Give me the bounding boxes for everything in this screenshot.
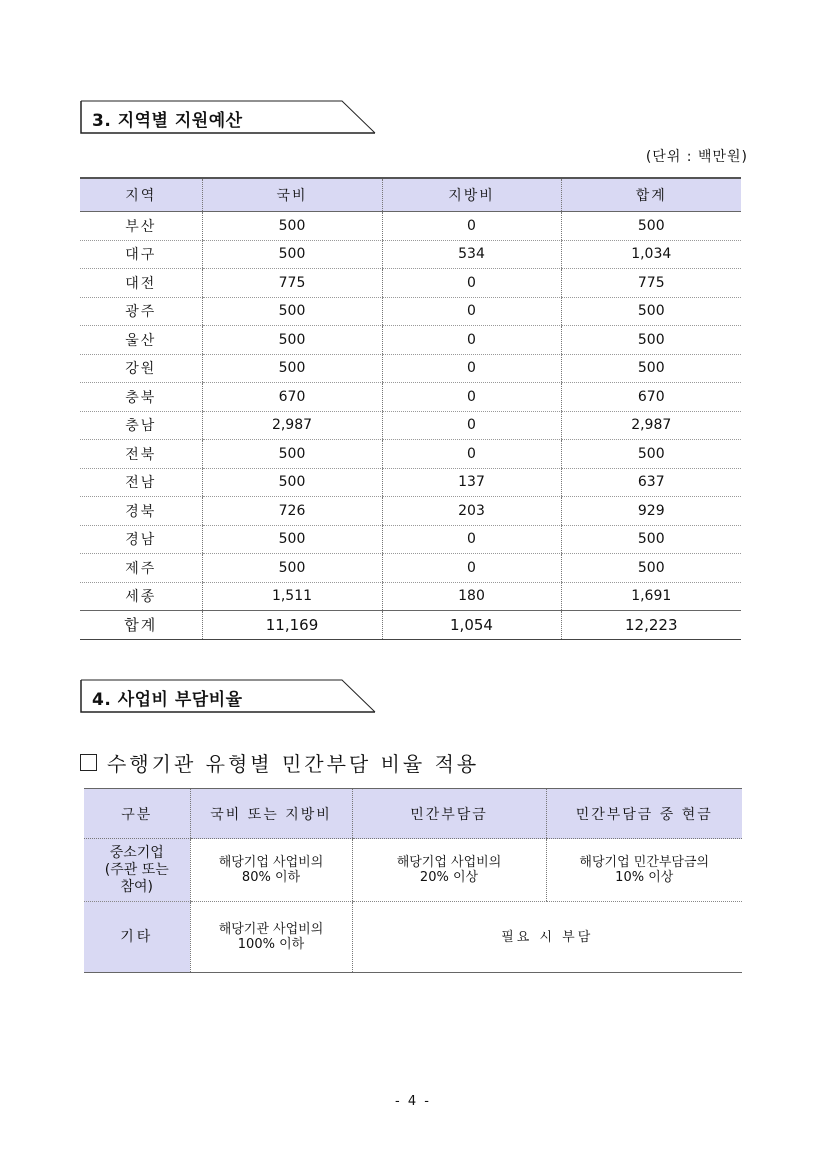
header-private: 민간부담금	[352, 789, 546, 839]
row-label-line: (주관 또는	[104, 861, 169, 878]
total-cell: 500	[561, 525, 741, 554]
cell-line: 해당기업 민간부담금의	[579, 855, 710, 870]
header-region: 지역	[80, 178, 202, 212]
total-cell: 500	[561, 212, 741, 241]
bullet-text: 수행기관 유형별 민간부담 비율 적용	[107, 752, 480, 776]
header-national: 국비	[202, 178, 382, 212]
national-total: 11,169	[202, 611, 382, 640]
region-cell: 충남	[80, 411, 202, 440]
national-cell: 500	[202, 326, 382, 355]
table-row	[80, 554, 741, 583]
national-ratio-cell	[190, 902, 352, 973]
private-ratio-cell	[352, 839, 546, 902]
total-cell: 929	[561, 497, 741, 526]
table-row	[80, 354, 741, 383]
total-cell: 1,034	[561, 240, 741, 269]
region-cell: 경남	[80, 525, 202, 554]
national-ratio-cell	[190, 839, 352, 902]
checkbox-icon	[80, 754, 97, 771]
national-cell: 1,511	[202, 582, 382, 611]
section-4-title: 4. 사업비 부담비율	[92, 690, 243, 710]
national-cell: 500	[202, 354, 382, 383]
region-cell: 제주	[80, 554, 202, 583]
cell-line: 10% 이상	[615, 870, 674, 885]
cell-line: 해당기업 사업비의	[396, 855, 502, 870]
total-cell: 500	[561, 440, 741, 469]
national-cell: 500	[202, 440, 382, 469]
region-cell: 강원	[80, 354, 202, 383]
table-row	[80, 411, 741, 440]
table-row	[80, 468, 741, 497]
local-cell: 0	[382, 354, 561, 383]
total-cell: 500	[561, 354, 741, 383]
bullet-line	[80, 748, 479, 777]
table-row	[80, 326, 741, 355]
national-cell: 500	[202, 297, 382, 326]
region-cell: 충북	[80, 383, 202, 412]
table-row	[80, 269, 741, 298]
table-row	[80, 297, 741, 326]
region-cell: 부산	[80, 212, 202, 241]
local-cell: 0	[382, 383, 561, 412]
region-cell: 전북	[80, 440, 202, 469]
table-row	[84, 902, 742, 973]
section-3-heading	[80, 100, 376, 134]
row-label-sme	[84, 839, 190, 902]
local-cell: 534	[382, 240, 561, 269]
table-row	[80, 497, 741, 526]
local-cell: 0	[382, 525, 561, 554]
total-cell: 2,987	[561, 411, 741, 440]
local-cell: 0	[382, 440, 561, 469]
row-label-line: 참여)	[120, 878, 153, 895]
cell-line: 80% 이하	[241, 870, 301, 885]
grand-total: 12,223	[561, 611, 741, 640]
local-cell: 180	[382, 582, 561, 611]
table-row	[80, 212, 741, 241]
total-cell: 670	[561, 383, 741, 412]
national-cell: 500	[202, 468, 382, 497]
national-cell: 500	[202, 240, 382, 269]
total-cell: 500	[561, 554, 741, 583]
section-4-heading	[80, 679, 376, 713]
region-cell: 광주	[80, 297, 202, 326]
national-cell: 775	[202, 269, 382, 298]
table-row	[80, 525, 741, 554]
cell-line: 해당기관 사업비의	[218, 922, 324, 937]
total-cell: 637	[561, 468, 741, 497]
total-cell: 1,691	[561, 582, 741, 611]
cost-ratio-table	[84, 788, 742, 973]
national-cell: 2,987	[202, 411, 382, 440]
region-cell: 세종	[80, 582, 202, 611]
national-cell: 500	[202, 554, 382, 583]
local-cell: 0	[382, 297, 561, 326]
local-cell: 0	[382, 269, 561, 298]
table-row	[80, 383, 741, 412]
local-cell: 0	[382, 212, 561, 241]
national-cell: 726	[202, 497, 382, 526]
total-cell: 500	[561, 297, 741, 326]
local-cell: 0	[382, 554, 561, 583]
table-header-row	[84, 789, 742, 839]
total-cell: 775	[561, 269, 741, 298]
header-category: 구분	[84, 789, 190, 839]
national-cell: 500	[202, 525, 382, 554]
row-label-line: 중소기업	[109, 844, 164, 861]
local-cell: 137	[382, 468, 561, 497]
header-national-local: 국비 또는 지방비	[190, 789, 352, 839]
region-cell: 경북	[80, 497, 202, 526]
national-cell: 670	[202, 383, 382, 412]
row-label-other: 기타	[84, 902, 190, 973]
table-row	[80, 440, 741, 469]
total-row	[80, 611, 741, 640]
table-header-row	[80, 178, 741, 212]
region-cell: 울산	[80, 326, 202, 355]
header-local: 지방비	[382, 178, 561, 212]
total-label: 합계	[80, 611, 202, 640]
region-cell: 대구	[80, 240, 202, 269]
regional-budget-table	[80, 177, 741, 640]
cell-line: 100% 이하	[237, 937, 305, 952]
region-cell: 전남	[80, 468, 202, 497]
cell-line: 해당기업 사업비의	[218, 855, 324, 870]
page-number: - 4 -	[395, 1094, 431, 1109]
local-cell: 0	[382, 326, 561, 355]
unit-label: (단위 : 백만원)	[645, 149, 748, 165]
private-merged-cell: 필요 시 부담	[352, 902, 742, 973]
table-row	[84, 839, 742, 902]
local-cell: 203	[382, 497, 561, 526]
table-row	[80, 582, 741, 611]
local-total: 1,054	[382, 611, 561, 640]
header-total: 합계	[561, 178, 741, 212]
header-private-cash: 민간부담금 중 현금	[546, 789, 742, 839]
cell-line: 20% 이상	[419, 870, 479, 885]
local-cell: 0	[382, 411, 561, 440]
cash-ratio-cell	[546, 839, 742, 902]
table-row	[80, 240, 741, 269]
total-cell: 500	[561, 326, 741, 355]
section-3-title: 3. 지역별 지원예산	[92, 111, 243, 131]
national-cell: 500	[202, 212, 382, 241]
region-cell: 대전	[80, 269, 202, 298]
